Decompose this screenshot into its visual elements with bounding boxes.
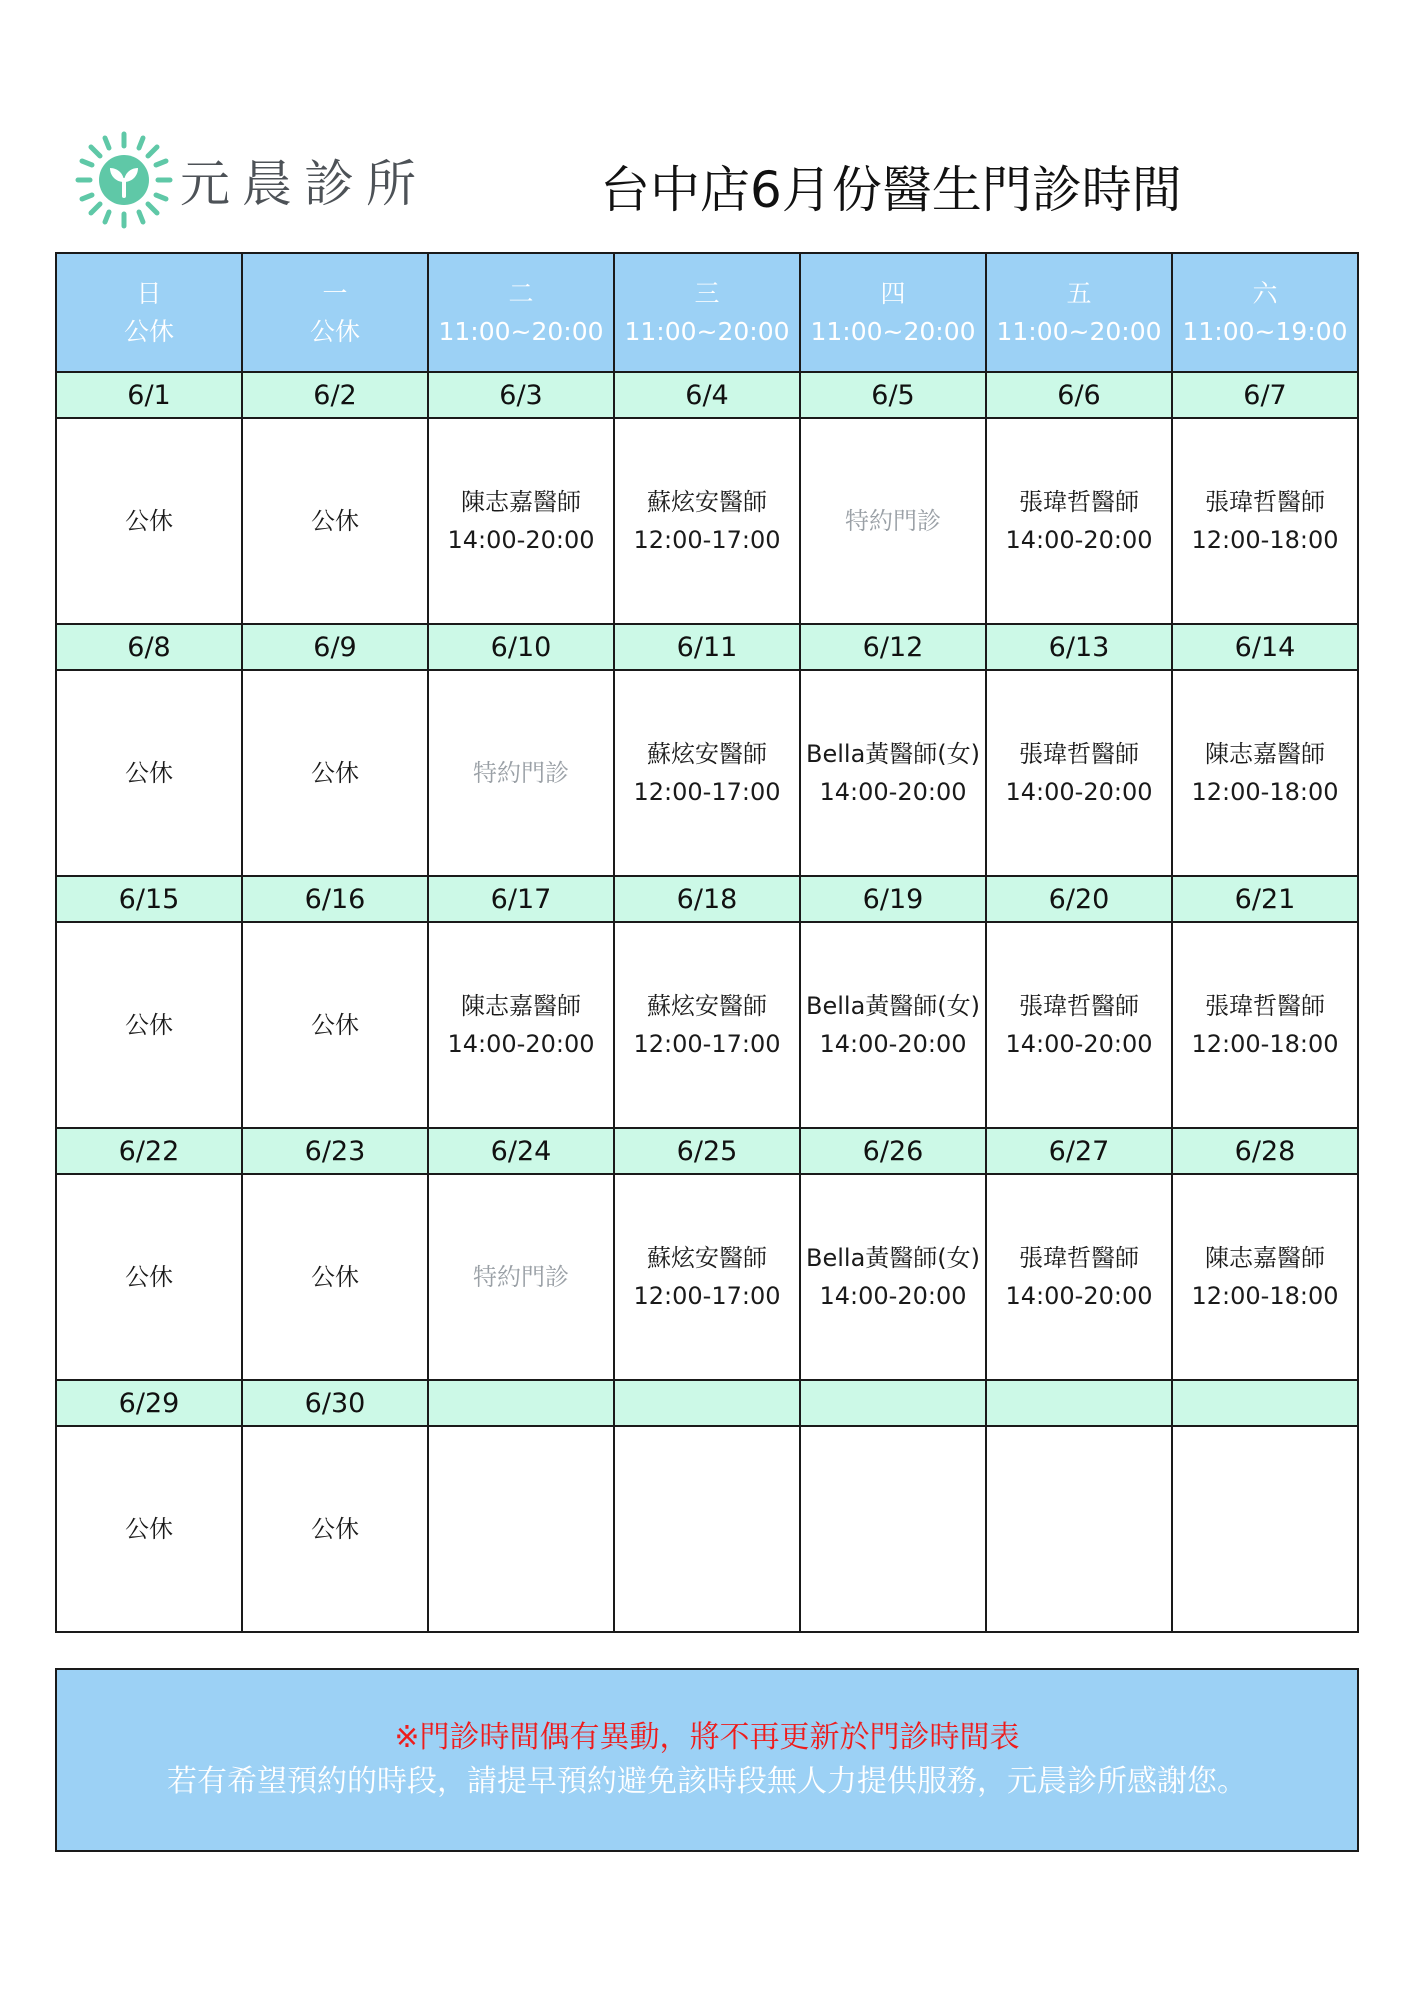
doctor-name: 公休 — [125, 759, 173, 787]
date-cell: 6/10 — [428, 624, 614, 670]
doctor-name: 張瑋哲醫師 — [1019, 992, 1139, 1020]
doctor-name: 公休 — [311, 1515, 359, 1543]
doctor-name: 張瑋哲醫師 — [1019, 488, 1139, 516]
date-cell: 6/1 — [56, 372, 242, 418]
date-row — [56, 624, 1358, 670]
weekday-hours: 11:00~20:00 — [438, 316, 604, 346]
doctor-name: 公休 — [311, 759, 359, 787]
date-cell: 6/4 — [614, 372, 800, 418]
weekday-header-cell — [428, 253, 614, 372]
date-cell: 6/29 — [56, 1380, 242, 1426]
doctor-name: 公休 — [311, 507, 359, 535]
doctor-name: Bella黃醫師(女) — [806, 992, 980, 1020]
date-cell: 6/13 — [986, 624, 1172, 670]
schedule-cell — [614, 922, 800, 1128]
schedule-cell — [1172, 922, 1358, 1128]
schedule-cell — [428, 418, 614, 624]
weekday-header-cell — [614, 253, 800, 372]
weekday-hours: 公休 — [123, 316, 174, 346]
clinic-hours: 12:00-17:00 — [633, 1030, 781, 1058]
date-row — [56, 876, 1358, 922]
date-cell: 6/9 — [242, 624, 428, 670]
notice-alert: ※門診時間偶有異動，將不再更新於門診時間表 — [394, 1720, 1020, 1755]
date-cell: 6/19 — [800, 876, 986, 922]
schedule-cell — [986, 922, 1172, 1128]
schedule-cell — [986, 418, 1172, 624]
date-cell: 6/24 — [428, 1128, 614, 1174]
date-cell: 6/6 — [986, 372, 1172, 418]
doctor-name: 公休 — [125, 1011, 173, 1039]
special-clinic-label: 特約門診 — [473, 759, 569, 787]
clinic-hours: 12:00-18:00 — [1191, 1282, 1339, 1310]
schedule-cell — [614, 1174, 800, 1380]
weekday-label: 六 — [1252, 278, 1278, 308]
schedule-row — [56, 670, 1358, 876]
weekday-label: 四 — [880, 278, 906, 308]
clinic-hours: 14:00-20:00 — [819, 778, 967, 806]
doctor-name: 陳志嘉醫師 — [1205, 1244, 1325, 1272]
clinic-hours: 14:00-20:00 — [1005, 526, 1153, 554]
schedule-cell — [1172, 418, 1358, 624]
doctor-name: 張瑋哲醫師 — [1019, 1244, 1139, 1272]
doctor-name: 蘇炫安醫師 — [647, 740, 767, 768]
page-title: 台中店6月份醫生門診時間 — [600, 161, 1182, 219]
schedule-cell — [800, 670, 986, 876]
date-cell: 6/12 — [800, 624, 986, 670]
date-cell — [614, 1380, 800, 1426]
schedule-cell — [800, 1174, 986, 1380]
weekday-label: 日 — [136, 278, 162, 308]
schedule-cell — [242, 418, 428, 624]
date-row — [56, 1380, 1358, 1426]
date-cell — [800, 1380, 986, 1426]
schedule-cell — [1172, 1174, 1358, 1380]
schedule-cell — [56, 922, 242, 1128]
clinic-hours: 12:00-17:00 — [633, 526, 781, 554]
weekday-header-cell — [56, 253, 242, 372]
schedule-cell — [1172, 670, 1358, 876]
doctor-name: 張瑋哲醫師 — [1205, 488, 1325, 516]
schedule-row — [56, 922, 1358, 1128]
clinic-hours: 12:00-18:00 — [1191, 778, 1339, 806]
date-cell: 6/8 — [56, 624, 242, 670]
schedule-cell — [428, 670, 614, 876]
date-row — [56, 372, 1358, 418]
notice-thanks: 若有希望預約的時段，請提早預約避免該時段無人力提供服務，元晨診所感謝您。 — [167, 1764, 1247, 1799]
date-cell: 6/26 — [800, 1128, 986, 1174]
clinic-hours: 14:00-20:00 — [1005, 1282, 1153, 1310]
notice-box — [55, 1668, 1359, 1852]
weekday-header-cell — [242, 253, 428, 372]
date-cell: 6/15 — [56, 876, 242, 922]
date-cell: 6/22 — [56, 1128, 242, 1174]
weekday-header-cell — [1172, 253, 1358, 372]
clinic-hours: 12:00-18:00 — [1191, 526, 1339, 554]
clinic-hours: 14:00-20:00 — [1005, 778, 1153, 806]
date-cell: 6/20 — [986, 876, 1172, 922]
schedule-cell — [56, 670, 242, 876]
weekday-label: 五 — [1066, 278, 1092, 308]
schedule-cell — [986, 670, 1172, 876]
weekday-label: 一 — [322, 278, 348, 308]
schedule-cell — [428, 1174, 614, 1380]
doctor-name: 公休 — [311, 1011, 359, 1039]
date-cell: 6/25 — [614, 1128, 800, 1174]
doctor-name: 蘇炫安醫師 — [647, 992, 767, 1020]
date-cell: 6/18 — [614, 876, 800, 922]
date-cell: 6/2 — [242, 372, 428, 418]
doctor-name: 蘇炫安醫師 — [647, 1244, 767, 1272]
schedule-cell — [428, 1426, 614, 1632]
schedule-cell — [242, 1426, 428, 1632]
schedule-row — [56, 1174, 1358, 1380]
weekday-hours: 11:00~20:00 — [810, 316, 976, 346]
clinic-hours: 12:00-17:00 — [633, 1282, 781, 1310]
date-row — [56, 1128, 1358, 1174]
schedule-cell — [428, 922, 614, 1128]
clinic-hours: 12:00-17:00 — [633, 778, 781, 806]
schedule-cell — [800, 1426, 986, 1632]
weekday-label: 二 — [508, 278, 534, 308]
date-cell: 6/28 — [1172, 1128, 1358, 1174]
date-cell: 6/3 — [428, 372, 614, 418]
doctor-name: 公休 — [311, 1263, 359, 1291]
schedule-cell — [614, 1426, 800, 1632]
date-cell: 6/27 — [986, 1128, 1172, 1174]
weekday-hours: 11:00~20:00 — [624, 316, 790, 346]
special-clinic-label: 特約門診 — [845, 507, 941, 535]
clinic-hours: 14:00-20:00 — [447, 1030, 595, 1058]
date-cell: 6/5 — [800, 372, 986, 418]
schedule-cell — [986, 1426, 1172, 1632]
clinic-hours: 14:00-20:00 — [1005, 1030, 1153, 1058]
doctor-name: 公休 — [125, 507, 173, 535]
date-cell — [1172, 1380, 1358, 1426]
schedule-cell — [56, 1174, 242, 1380]
schedule-cell — [614, 418, 800, 624]
schedule-cell — [242, 670, 428, 876]
date-cell: 6/16 — [242, 876, 428, 922]
weekday-label: 三 — [694, 278, 720, 308]
date-cell: 6/23 — [242, 1128, 428, 1174]
date-cell: 6/11 — [614, 624, 800, 670]
weekday-hours: 11:00~20:00 — [996, 316, 1162, 346]
doctor-name: Bella黃醫師(女) — [806, 740, 980, 768]
schedule-cell — [56, 418, 242, 624]
date-cell: 6/14 — [1172, 624, 1358, 670]
schedule-cell — [242, 922, 428, 1128]
date-cell — [428, 1380, 614, 1426]
special-clinic-label: 特約門診 — [473, 1263, 569, 1291]
weekday-hours: 11:00~19:00 — [1182, 316, 1348, 346]
schedule-cell — [56, 1426, 242, 1632]
schedule-row — [56, 418, 1358, 624]
clinic-hours: 14:00-20:00 — [447, 526, 595, 554]
clinic-hours: 14:00-20:00 — [819, 1282, 967, 1310]
schedule-cell — [614, 670, 800, 876]
doctor-name: Bella黃醫師(女) — [806, 1244, 980, 1272]
schedule-row — [56, 1426, 1358, 1632]
schedule-cell — [800, 418, 986, 624]
schedule-cell — [1172, 1426, 1358, 1632]
date-cell: 6/30 — [242, 1380, 428, 1426]
date-cell: 6/21 — [1172, 876, 1358, 922]
clinic-hours: 14:00-20:00 — [819, 1030, 967, 1058]
schedule-cell — [242, 1174, 428, 1380]
doctor-name: 陳志嘉醫師 — [461, 992, 581, 1020]
schedule-cell — [986, 1174, 1172, 1380]
doctor-name: 張瑋哲醫師 — [1205, 992, 1325, 1020]
date-cell: 6/7 — [1172, 372, 1358, 418]
clinic-hours: 12:00-18:00 — [1191, 1030, 1339, 1058]
clinic-name: 元晨診所 — [180, 155, 428, 213]
doctor-name: 公休 — [125, 1515, 173, 1543]
doctor-name: 蘇炫安醫師 — [647, 488, 767, 516]
weekday-header-cell — [800, 253, 986, 372]
doctor-name: 陳志嘉醫師 — [1205, 740, 1325, 768]
clinic-logo — [74, 130, 428, 230]
doctor-name: 張瑋哲醫師 — [1019, 740, 1139, 768]
doctor-name: 公休 — [125, 1263, 173, 1291]
sun-sprout-icon — [74, 130, 174, 230]
weekday-header-cell — [986, 253, 1172, 372]
doctor-name: 陳志嘉醫師 — [461, 488, 581, 516]
date-cell: 6/17 — [428, 876, 614, 922]
date-cell — [986, 1380, 1172, 1426]
weekday-hours: 公休 — [309, 316, 360, 346]
schedule-cell — [800, 922, 986, 1128]
schedule-table — [55, 252, 1359, 1633]
weekday-header-row — [56, 253, 1358, 372]
